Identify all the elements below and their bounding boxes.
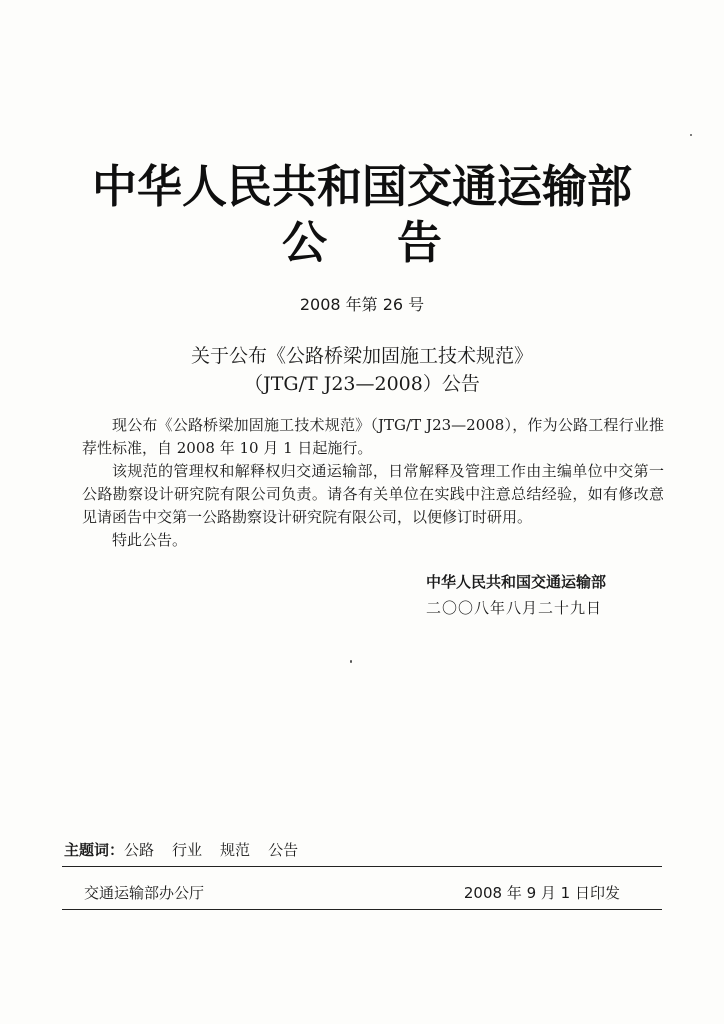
body-paragraph: 现公布《公路桥梁加固施工技术规范》（JTG/T J23—2008），作为公路工程行业推荐性标准，自 2008 年 10 月 1 日起施行。 — [82, 416, 664, 457]
print-date: 2008 年 9 月 1 日印发 — [463, 884, 620, 902]
signature-organization: 中华人民共和国交通运输部 — [426, 573, 607, 591]
notice-title-line1: 关于公布《公路桥梁加固施工技术规范》 — [190, 345, 533, 367]
keyword-item: 公路 — [124, 841, 155, 859]
authority-heading: 中华人民共和国交通运输部 — [91, 160, 632, 213]
scan-speck — [350, 660, 352, 663]
keywords-label: 主题词： — [64, 841, 125, 859]
scan-speck — [690, 134, 692, 136]
doc-type-heading: 公告 — [281, 216, 512, 269]
footer-rule-top — [62, 866, 662, 867]
footer-rule-bottom — [62, 909, 662, 910]
notice-title-line2: （JTG/T J23—2008）公告 — [244, 373, 480, 395]
keyword-item: 行业 — [172, 841, 203, 859]
issuing-office: 交通运输部办公厅 — [84, 884, 205, 902]
notice-body — [82, 414, 664, 552]
issue-number: 2008 年第 26 号 — [299, 295, 425, 314]
body-paragraph: 该规范的管理权和解释权归交通运输部，日常解释及管理工作由主编单位中交第一公路勘察设计研究院有限公司负责。请各有关单位在实践中注意总结经验，如有修改意见请函告中交第一公路勘察设计研究院有限公司，以便修订时研用。 — [82, 462, 664, 526]
keyword-item: 规范 — [220, 841, 251, 859]
body-paragraph: 特此公告。 — [112, 531, 188, 549]
signature-date: 二〇〇八年八月二十九日 — [426, 599, 603, 617]
keyword-item: 公告 — [268, 841, 299, 859]
keywords-line — [64, 839, 316, 860]
